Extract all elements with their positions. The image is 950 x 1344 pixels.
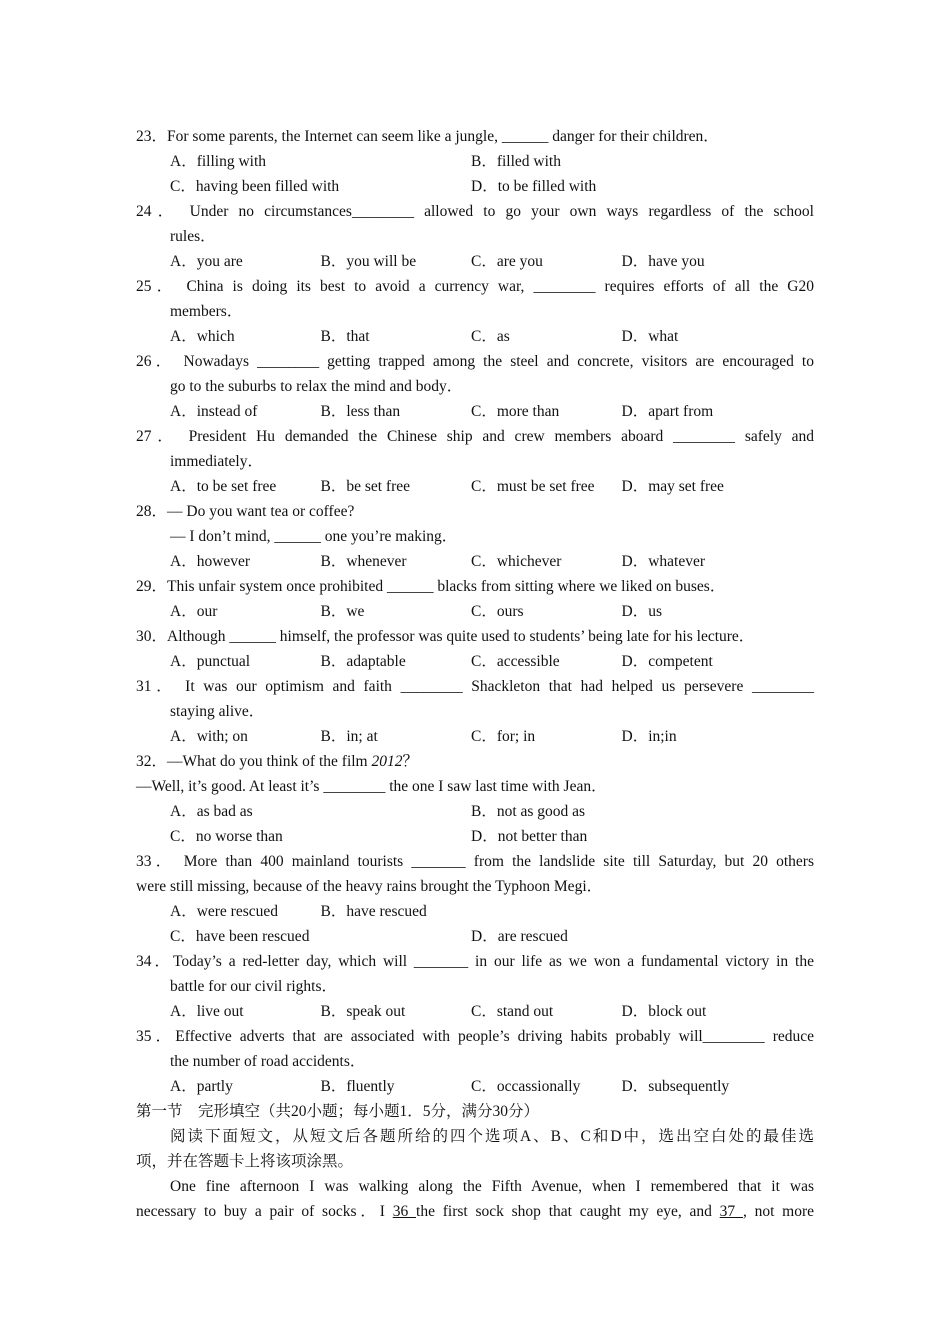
- question-text: [136, 749, 814, 774]
- question-32: [136, 749, 814, 849]
- option-a: A．to be set free: [170, 478, 277, 495]
- option-b: B．that: [320, 328, 370, 345]
- question-text: 35．Effective adverts that are associated with people’s driving habits probably will________ reduce: [136, 1028, 814, 1045]
- option-a: A．live out: [170, 1003, 244, 1020]
- option-a: A．instead of: [170, 403, 258, 420]
- question-31: [136, 674, 814, 749]
- question-text: 29．This unfair system once prohibited ______ blacks from sitting where we liked on buses．: [136, 578, 726, 595]
- section-instructions-cont: 项，并在答题卡上将该项涂黑。: [136, 1153, 354, 1170]
- section-instructions: 阅读下面短文，从短文后各题所给的四个选项A、B、C和D中，选出空白处的最佳选: [170, 1128, 814, 1145]
- passage-line: [136, 1199, 814, 1224]
- option-row: [136, 324, 814, 349]
- question-text: 24． Under no circumstances________ allowed to go your own ways regardless of the school: [136, 203, 814, 220]
- option-row: [136, 249, 814, 274]
- question-text: 30．Although ______ himself, the professor was quite used to students’ being late for his lecture．: [136, 628, 755, 645]
- option-c: C．must be set free: [471, 478, 595, 495]
- question-text-cont: — I don’t mind, ______ one you’re making．: [170, 528, 458, 545]
- option-b: B．be set free: [320, 478, 411, 495]
- option-d: D．us: [621, 603, 662, 620]
- question-text-cont: battle for our civil rights．: [170, 978, 338, 995]
- question-text-cont: go to the suburbs to relax the mind and body．: [170, 378, 463, 395]
- option-row: [136, 474, 814, 499]
- option-c: C．have been rescued: [170, 928, 310, 945]
- option-row: [136, 399, 814, 424]
- option-a: A．with; on: [170, 728, 248, 745]
- question-23: [136, 124, 814, 199]
- question-mark: ？: [402, 753, 418, 770]
- question-30: [136, 624, 814, 674]
- option-d: D．are rescued: [471, 928, 568, 945]
- option-c: C．having been filled with: [170, 178, 340, 195]
- option-d: D．not better than: [471, 828, 588, 845]
- option-row: [136, 599, 814, 624]
- option-c: C．more than: [471, 403, 560, 420]
- question-text-cont: —Well, it’s good. At least it’s ________ the one I saw last time with Jean．: [136, 778, 607, 795]
- option-b: B．you will be: [320, 253, 417, 270]
- question-28: [136, 499, 814, 574]
- option-a: A．you are: [170, 253, 243, 270]
- option-c: C．stand out: [471, 1003, 554, 1020]
- question-35: [136, 1024, 814, 1099]
- option-row: [136, 799, 814, 824]
- question-text: 31． It was our optimism and faith ________ Shackleton that had helped us persevere ________: [136, 678, 814, 695]
- film-title: 2012: [371, 753, 403, 770]
- option-d: D．have you: [621, 253, 705, 270]
- question-text-before: 32．—What do you think of the film: [136, 753, 372, 770]
- option-c: C．as: [471, 328, 510, 345]
- passage-text: the first sock shop that caught my eye, and: [416, 1203, 720, 1220]
- option-row: [136, 1074, 814, 1099]
- option-b: B．fluently: [320, 1078, 395, 1095]
- question-text: 26． Nowadays ________ getting trapped among the steel and concrete, visitors are encouraged to: [136, 353, 814, 370]
- option-b: B．less than: [320, 403, 401, 420]
- question-text: 25． China is doing its best to avoid a currency war, ________ requires efforts of all the G20: [136, 278, 814, 295]
- question-text-cont: the number of road accidents．: [170, 1053, 366, 1070]
- option-d: D．in;in: [621, 728, 677, 745]
- option-d: D．what: [621, 328, 679, 345]
- option-row: [136, 724, 814, 749]
- option-row: [136, 649, 814, 674]
- option-a: A．partly: [170, 1078, 233, 1095]
- cloze-section: [136, 1099, 814, 1224]
- question-text-cont: immediately．: [170, 453, 263, 470]
- question-text: 28．— Do you want tea or coffee?: [136, 503, 355, 520]
- option-row: [136, 824, 814, 849]
- option-d: D．block out: [621, 1003, 707, 1020]
- question-27: [136, 424, 814, 499]
- option-b: B．we: [320, 603, 365, 620]
- option-a: A．our: [170, 603, 218, 620]
- option-b: B．have rescued: [320, 903, 427, 920]
- option-c: C．no worse than: [170, 828, 283, 845]
- option-a: A．were rescued: [170, 903, 279, 920]
- option-a: A．as bad as: [170, 803, 253, 820]
- option-row: [136, 174, 814, 199]
- question-text-cont: staying alive．: [170, 703, 265, 720]
- option-d: D．to be filled with: [471, 178, 597, 195]
- option-b: B．speak out: [320, 1003, 406, 1020]
- option-c: C．are you: [471, 253, 543, 270]
- option-c: C．accessible: [471, 653, 560, 670]
- option-c: C．ours: [471, 603, 524, 620]
- option-row: [136, 149, 814, 174]
- option-d: D．subsequently: [621, 1078, 730, 1095]
- exam-page: [136, 124, 814, 1224]
- option-b: B．whenever: [320, 553, 407, 570]
- option-b: B．filled with: [471, 153, 561, 170]
- question-text: 23．For some parents, the Internet can seem like a jungle, ______ danger for their children．: [136, 128, 719, 145]
- passage-line: One fine afternoon I was walking along the Fifth Avenue, when I remembered that it was: [170, 1178, 814, 1195]
- option-row: [136, 999, 814, 1024]
- option-a: A．punctual: [170, 653, 251, 670]
- option-row: [136, 899, 814, 924]
- question-34: [136, 949, 814, 1024]
- question-text-cont: members．: [170, 303, 243, 320]
- option-d: D．whatever: [621, 553, 705, 570]
- option-c: C．occassionally: [471, 1078, 581, 1095]
- passage-text: necessary to buy a pair of socks．I: [136, 1203, 393, 1220]
- question-text: 27． President Hu demanded the Chinese ship and crew members aboard ________ safely and: [136, 428, 814, 445]
- question-33: [136, 849, 814, 949]
- option-d: D．apart from: [621, 403, 714, 420]
- question-text-cont: were still missing, because of the heavy rains brought the Typhoon Megi．: [136, 878, 603, 895]
- option-b: B．not as good as: [471, 803, 586, 820]
- passage-text: , not more: [742, 1203, 815, 1220]
- question-text: 33． More than 400 mainland tourists _______ from the landslide site till Saturday, but 20 others: [136, 853, 814, 870]
- option-row: [136, 549, 814, 574]
- question-24: [136, 199, 814, 274]
- option-b: B．adaptable: [320, 653, 406, 670]
- option-row: [136, 924, 814, 949]
- option-d: D．may set free: [621, 478, 724, 495]
- option-c: C．whichever: [471, 553, 562, 570]
- option-c: C．for; in: [471, 728, 536, 745]
- option-d: D．competent: [621, 653, 713, 670]
- question-text-cont: rules．: [170, 228, 216, 245]
- section-heading: 第一节 完形填空（共20小题；每小题1．5分，满分30分）: [136, 1103, 540, 1120]
- question-29: [136, 574, 814, 624]
- option-a: A．which: [170, 328, 235, 345]
- option-b: B．in; at: [320, 728, 378, 745]
- question-25: [136, 274, 814, 349]
- option-a: A．filling with: [170, 153, 267, 170]
- question-text: 34．Today’s a red-letter day, which will _______ in our life as we won a fundamental victory in the: [136, 953, 814, 970]
- question-26: [136, 349, 814, 424]
- option-a: A．however: [170, 553, 251, 570]
- blank-37: 37: [719, 1203, 743, 1220]
- blank-36: 36: [392, 1203, 417, 1220]
